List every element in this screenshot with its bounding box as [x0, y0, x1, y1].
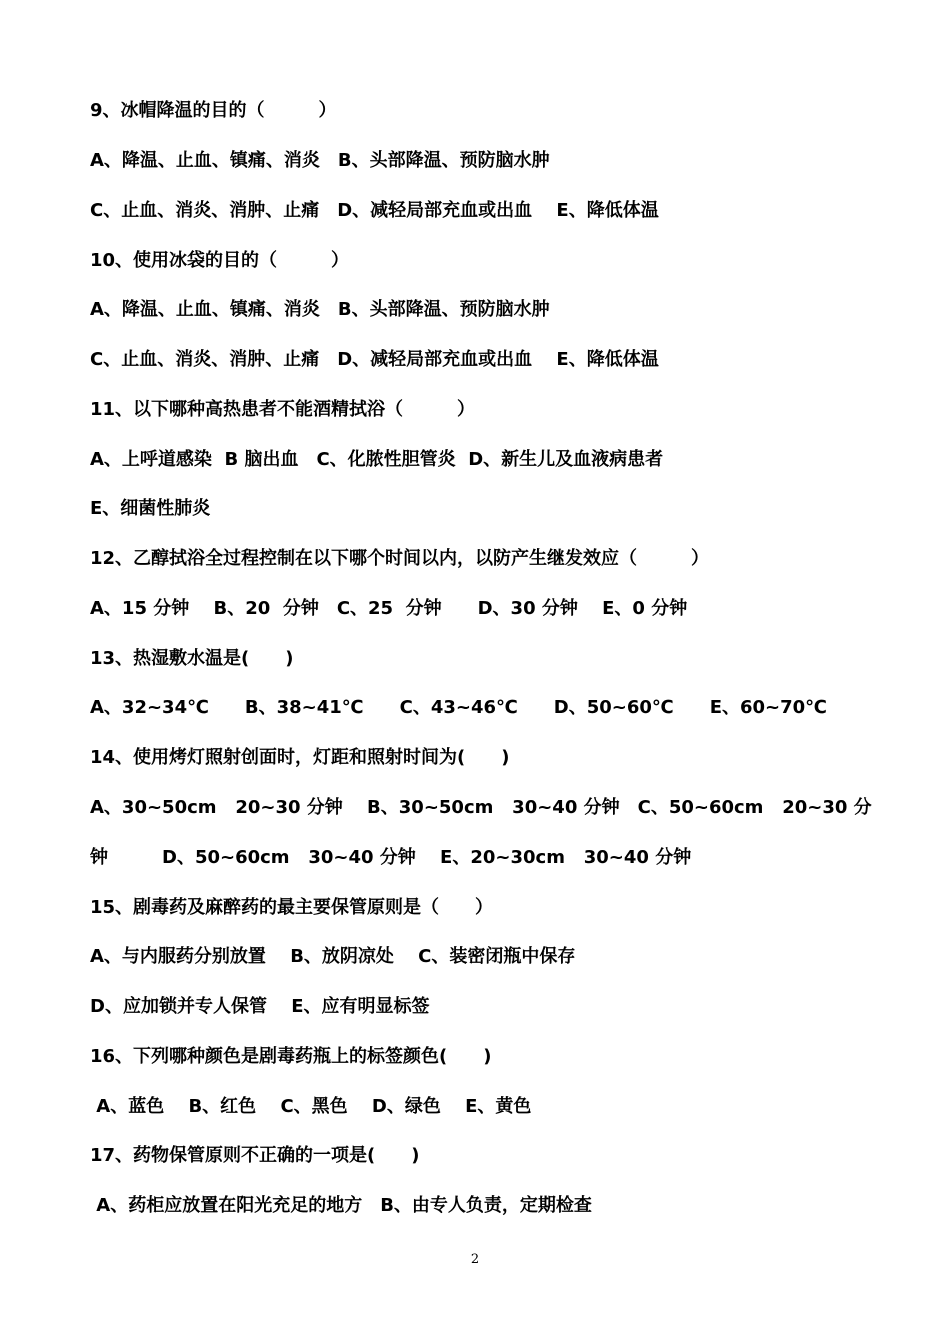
- question-11-options-line-1: A、上呼道感染 B 脑出血 C、化脓性胆管炎 D、新生儿及血液病患者: [90, 449, 664, 470]
- question-16-options: A、蓝色 B、红色 C、黑色 D、绿色 E、黄色: [90, 1096, 532, 1117]
- question-14-options-line-2: 钟 D、50~60cm 30~40 分钟 E、20~30cm 30~40 分钟: [90, 847, 692, 868]
- question-17-options-line-1: A、药柜应放置在阳光充足的地方 B、由专人负责，定期检查: [90, 1195, 592, 1216]
- question-9-options-line-2: C、止血、消炎、消肿、止痛 D、减轻局部充血或出血 E、降低体温: [90, 200, 659, 221]
- question-15-options-line-1: A、与内服药分别放置 B、放阴凉处 C、装密闭瓶中保存: [90, 946, 576, 967]
- page-number: 2: [470, 1252, 480, 1267]
- question-10-options-line-2: C、止血、消炎、消肿、止痛 D、减轻局部充血或出血 E、降低体温: [90, 349, 659, 370]
- question-14-options-line-1: A、30~50cm 20~30 分钟 B、30~50cm 30~40 分钟 C、50~60cm 20~30 分: [90, 797, 872, 818]
- question-10-options-line-1: A、降温、止血、镇痛、消炎 B、头部降温、预防脑水肿: [90, 299, 550, 320]
- question-15-options-line-2: D、应加锁并专人保管 E、应有明显标签: [90, 996, 430, 1017]
- question-12-stem: 12、乙醇拭浴全过程控制在以下哪个时间以内，以防产生继发效应（ ）: [90, 548, 710, 569]
- question-11-stem: 11、以下哪种高热患者不能酒精拭浴（ ）: [90, 399, 476, 420]
- question-12-options: A、15 分钟 B、20 分钟 C、25 分钟 D、30 分钟 E、0 分钟: [90, 598, 688, 619]
- question-10-stem: 10、使用冰袋的目的（ ）: [90, 250, 350, 271]
- question-14-stem: 14、使用烤灯照射创面时，灯距和照射时间为( ): [90, 747, 510, 768]
- question-13-stem: 13、热湿敷水温是( ): [90, 648, 294, 669]
- question-17-stem: 17、药物保管原则不正确的一项是( ): [90, 1145, 420, 1166]
- question-13-options: A、32~34℃ B、38~41℃ C、43~46℃ D、50~60℃ E、60~70℃: [90, 697, 827, 718]
- question-11-options-line-2: E、细菌性肺炎: [90, 498, 211, 519]
- question-9-options-line-1: A、降温、止血、镇痛、消炎 B、头部降温、预防脑水肿: [90, 150, 550, 171]
- question-16-stem: 16、下列哪种颜色是剧毒药瓶上的标签颜色( ): [90, 1046, 492, 1067]
- question-9-stem: 9、冰帽降温的目的（ ）: [90, 100, 337, 121]
- question-15-stem: 15、剧毒药及麻醉药的最主要保管原则是（ ）: [90, 897, 494, 918]
